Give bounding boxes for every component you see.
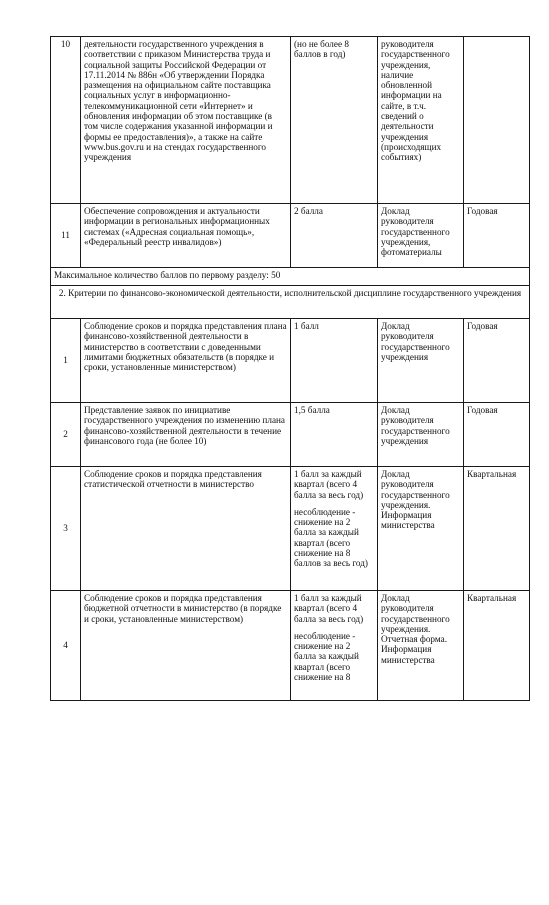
table-row [51, 403, 530, 467]
row-number: 3 [51, 467, 81, 591]
criterion-text: Соблюдение сроков и порядка представления статистической отчетности в министерство [81, 467, 291, 591]
period-text: Годовая [464, 319, 530, 403]
source-text: Доклад руководителя государственного учреждения. Отчетная форма. Информация министерства [378, 591, 464, 701]
row-number: 4 [51, 591, 81, 701]
spacer [294, 500, 374, 507]
score-text [291, 403, 378, 467]
source-text: Доклад руководителя государственного учреждения [378, 319, 464, 403]
section-2-title: 2. Критерии по финансово-экономической деятельности, исполнительской дисциплине государственного учреждения [51, 286, 530, 319]
source-text: Доклад руководителя государственного учреждения. Информация министерства [378, 467, 464, 591]
criteria-table [50, 36, 530, 701]
source-text: руководителя государственного учреждения, наличие обновленной информации на сайте, в т.ч. сведений о деятельности учреждения (происходящих событиях) [378, 37, 464, 204]
criterion-text: Обеспечение сопровождения и актуальности информации в региональных информационных системах («Адресная социальная помощь», «Федеральный реестр инвалидов») [81, 204, 291, 268]
row-number: 1 [51, 319, 81, 403]
period-text: Годовая [464, 403, 530, 467]
score-primary: 1 балл за каждый квартал (всего 4 балла за весь год) [294, 593, 364, 624]
row-number: 11 [51, 204, 81, 268]
score-primary: 1,5 балла [294, 405, 330, 415]
score-text [291, 591, 378, 701]
criterion-text: Представление заявок по инициативе государственного учреждения по изменению плана финансово-хозяйственной деятельности в течение финансового года (не более 10) [81, 403, 291, 467]
criterion-text: Соблюдение сроков и порядка представления плана финансово-хозяйственной деятельности в министерство в соответствии с доведенными лимитами бюджетных обязательств (в порядке и сроки, установленные министерством) [81, 319, 291, 403]
table-row [51, 319, 530, 403]
source-text: Доклад руководителя государственного учреждения, фотоматериалы [378, 204, 464, 268]
table-row [51, 204, 530, 268]
table-row [51, 591, 530, 701]
period-text: Квартальная [464, 591, 530, 701]
row-number: 10 [51, 37, 81, 204]
row-number: 2 [51, 403, 81, 467]
score-penalty: несоблюдение - снижение на 2 балла за каждый квартал (всего снижение на 8 [294, 630, 359, 683]
period-text: Квартальная [464, 467, 530, 591]
score-primary: 1 балл [294, 321, 319, 331]
criterion-text: деятельности государственного учреждения в соответствии с приказом Министерства труда и социальной защиты Российской Федерации от 17.11.2014 № 886н «Об утверждении Порядка размещения на официальном сайте поставщика социальных услуг в информационно-телекоммуникационной сети «Интернет» и обновления информации об этом поставщике (в том числе содержания указанной информации и формы ее предоставления)», а также на сайте www.bus.gov.ru и на стендах государственного учреждения [81, 37, 291, 204]
period-text: Годовая [464, 204, 530, 268]
score-penalty: несоблюдение - снижение на 2 балла за каждый квартал (всего снижение на 8 баллов за весь год) [294, 506, 368, 569]
period-text [464, 37, 530, 204]
table-row [51, 467, 530, 591]
score-primary: 1 балл за каждый квартал (всего 4 балла за весь год) [294, 469, 364, 500]
score-text [291, 467, 378, 591]
criterion-text: Соблюдение сроков и порядка представления бюджетной отчетности в министерство (в порядке и сроки, установленные министерством) [81, 591, 291, 701]
score-text: 2 балла [291, 204, 378, 268]
max-score-text: Максимальное количество баллов по первому разделу: 50 [51, 268, 530, 286]
max-score-row [51, 268, 530, 286]
score-text [291, 319, 378, 403]
score-text: (но не более 8 баллов в год) [291, 37, 378, 204]
section-header-row [51, 286, 530, 319]
spacer [294, 624, 374, 631]
source-text: Доклад руководителя государственного учреждения [378, 403, 464, 467]
table-row [51, 37, 530, 204]
